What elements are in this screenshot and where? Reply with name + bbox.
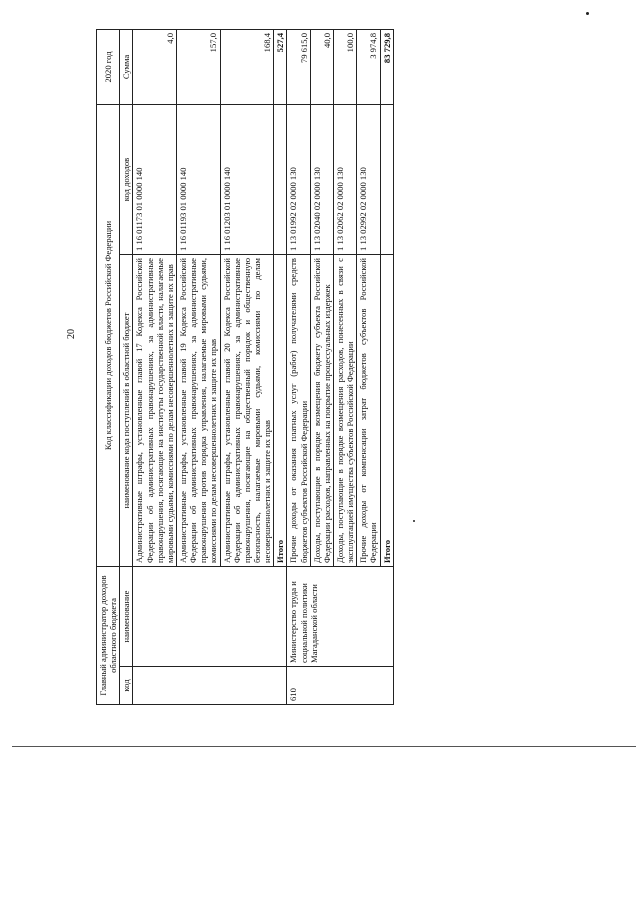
income-code-cell: 1 16 01193 01 0000 140 bbox=[176, 105, 220, 255]
scan-divider-line bbox=[12, 746, 636, 747]
header-amount: Сумма bbox=[120, 30, 133, 105]
total-amount: 527,4 bbox=[274, 30, 287, 105]
total-code-cell bbox=[380, 105, 393, 255]
amount-cell: 79 615,0 bbox=[287, 30, 310, 105]
amount-cell: 168,4 bbox=[220, 30, 274, 105]
header-income-code: код доходов bbox=[120, 105, 133, 255]
income-name-cell: Прочие доходы от оказания платных услуг (работ) получателями средств бюджетов субъектов Российской Федерации bbox=[287, 255, 310, 567]
scan-speck bbox=[586, 12, 589, 15]
income-name-cell: Прочие доходы от компенсации затрат бюджетов субъектов Российской Федерации bbox=[357, 255, 380, 567]
header-row-2 bbox=[120, 30, 133, 705]
income-code-cell: 1 13 01992 02 0000 130 bbox=[287, 105, 310, 255]
total-label: Итого bbox=[380, 255, 393, 567]
header-year: 2020 год bbox=[97, 30, 120, 105]
income-name-cell: Административные штрафы, установленные главой 17 Кодекса Российской Федерации об административных правонарушениях, за административные правонарушения, посягающие на институты государственной власти, налагаемые мировыми судьями, комиссиями по делам несовершеннолетних и защите их прав bbox=[133, 255, 177, 567]
total-code-cell bbox=[274, 105, 287, 255]
rotated-table-sheet bbox=[96, 30, 583, 705]
income-code-cell: 1 16 01203 01 0000 140 bbox=[220, 105, 274, 255]
amount-cell: 40,0 bbox=[310, 30, 333, 105]
admin-code-cell bbox=[133, 667, 287, 705]
page-number: 20 bbox=[66, 329, 77, 339]
amount-cell: 4,0 bbox=[133, 30, 177, 105]
header-income-name: наименование кода поступлений в областной бюджет bbox=[120, 255, 133, 567]
header-name: наименование bbox=[120, 567, 133, 667]
income-code-cell: 1 13 02062 02 0000 130 bbox=[333, 105, 356, 255]
amount-cell: 100,0 bbox=[333, 30, 356, 105]
admin-code-cell: 610 bbox=[287, 667, 393, 705]
income-code-cell: 1 13 02040 02 0000 130 bbox=[310, 105, 333, 255]
amount-cell: 157,0 bbox=[176, 30, 220, 105]
total-amount: 83 729,8 bbox=[380, 30, 393, 105]
income-table bbox=[96, 29, 394, 705]
header-row-1 bbox=[97, 30, 120, 705]
income-name-cell: Доходы, поступающие в порядке возмещения бюджету субъекта Российской Федерации расходов, направленных на покрытие процессуальных издержек bbox=[310, 255, 333, 567]
admin-name-cell: Министерство труда и социальной политики Магаданской области bbox=[287, 567, 393, 667]
table-row bbox=[133, 30, 177, 705]
income-name-cell: Административные штрафы, установленные главой 19 Кодекса Российской Федерации об административных правонарушениях, за административные правонарушения против порядка управления, налагаемые мировыми судьями, комиссиями по делам несовершеннолетних и защите их прав bbox=[176, 255, 220, 567]
header-classification-group: Код классификации доходов бюджетов Российской Федерации bbox=[97, 105, 120, 567]
header-admin-group: Главный администратор доходов областного бюджета bbox=[97, 567, 120, 705]
income-code-cell: 1 16 01173 01 0000 140 bbox=[133, 105, 177, 255]
income-name-cell: Административные штрафы, установленные главой 20 Кодекса Российской Федерации об административных правонарушениях, за административные правонарушения, посягающие на общественный порядок и общественную безопасность, налагаемые мировыми судьями, комиссиями по делам несовершеннолетних и защите их прав bbox=[220, 255, 274, 567]
amount-cell: 3 974,8 bbox=[357, 30, 380, 105]
income-name-cell: Доходы, поступающие в порядке возмещения расходов, понесенных в связи с эксплуатацией имущества субъектов Российской Федерации bbox=[333, 255, 356, 567]
total-label: Итого bbox=[274, 255, 287, 567]
income-code-cell: 1 13 02992 02 0000 130 bbox=[357, 105, 380, 255]
table-row bbox=[287, 30, 310, 705]
admin-name-cell bbox=[133, 567, 287, 667]
header-code: код bbox=[120, 667, 133, 705]
